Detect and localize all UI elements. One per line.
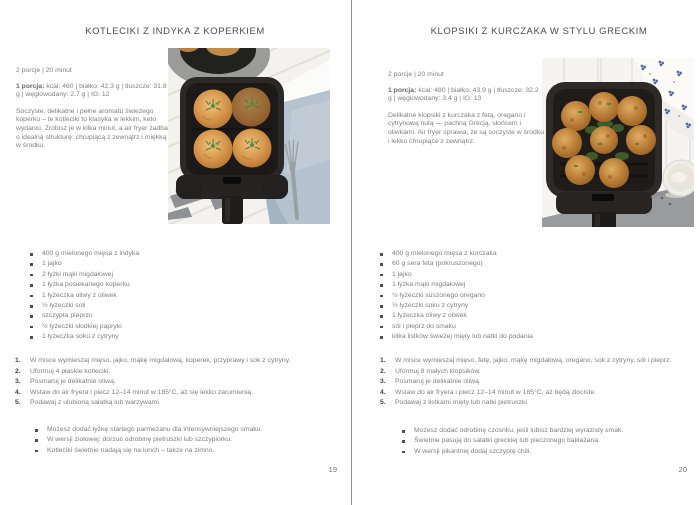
page-right [352,0,700,505]
tips-list [402,426,692,457]
tip-item: Kotleciki świetnie nadają się na lunch – także na zimno. [35,446,337,456]
ingredient-item: 2 łyżki mąki migdałowej [30,270,330,280]
step-item: Uformuj 4 płaskie kotleciki. [30,367,111,375]
ingredient-item: 1 łyżeczka oliwy z oliwek [30,291,330,301]
recipe-title-right: KLOPSIKI Z KURCZAKA W STYLU GRECKIM [430,26,648,37]
macros-values: kcal: 460 | białko: 42.3 g | tłuszcze: 31.8 g | węglowodany: 2.7 g | IG: 12 [16,83,167,99]
macros-line [16,83,169,100]
macros-values: kcal: 480 | białko: 43.9 g | tłuszcze: 32.2 g | węglowodany: 3.4 g | IG: 13 [388,87,539,103]
tip-item: W wersji ziołowej: dorzuć odrobinę pietruszki lub szczypiorku. [35,435,337,445]
ingredient-item: 1 jajko [30,259,330,269]
air-fryer-meatballs-illustration [542,58,694,227]
steps-list [15,356,337,409]
recipe-photo-chicken-meatballs [542,58,694,227]
recipe-title-left: KOTLECIKI Z INDYKA Z KOPERKIEM [85,26,265,37]
ingredient-item: szczypta pieprzu [30,311,330,321]
ingredient-item: 400 g mielonego mięsa z indyka [30,249,330,259]
tip-item: Możesz dodać odrobinę czosnku, jeśli lubisz bardziej wyrazisty smak. [402,426,692,436]
steps-list [380,356,692,409]
ingredient-item: 1 łyżka mąki migdałowej [380,280,685,290]
step-item: Wstaw do air fryera i piecz 12–14 minut w 185°C, aż się lekko zarumienią. [30,388,253,396]
step-item: Posmaruj je delikatnie oliwą. [30,378,116,385]
tip-item: Możesz dodać łyżkę startego parmezanu dla intensywniejszego smaku. [35,425,337,435]
macros-label: 1 porcja: [16,83,45,90]
step-item: W misce wymieszaj mięso, fetę, jajko, mąkę migdałową, oregano, sok z cytryny, sól i pieprz. [395,357,672,364]
ingredient-item: sól i pieprz do smaku [380,322,685,332]
page-number-right: 20 [678,465,687,474]
recipe-meta-left [16,67,169,151]
air-fryer-patties-illustration [168,48,330,224]
step-item: W misce wymieszaj mięso, jajko, mąkę migdałową, koperek, przyprawy i sok z cytryny. [30,357,291,364]
ingredient-item: 400 g mielonego mięsa z kurczaka [380,249,685,259]
page-number-left: 19 [328,465,337,474]
ingredient-item: kilka listków świeżej mięty lub natki do podania [380,332,685,342]
ingredient-item: 1 łyżeczka oliwy z oliwek [380,311,685,321]
servings-time: 2 porcje | 20 minut [388,71,444,78]
macros-line [388,87,544,104]
ingredient-item: 1 jajko [380,270,685,280]
step-item: Posmaruj je delikatnie oliwą. [395,378,481,385]
step-item: Podawaj z ulubioną sałatką lub warzywami. [30,399,161,406]
ingredient-item: 1 łyżeczka soku z cytryny [30,332,330,342]
step-item: Podawaj z listkami mięty lub natki pietruszki. [395,399,529,406]
ingredients-list [30,249,330,343]
ingredient-item: 1 łyżka posiekanego koperku [30,280,330,290]
step-item: Uformuj 8 małych klopsików. [395,367,481,375]
ingredient-item: 60 g sera feta (pokruszonego) [380,259,685,269]
ingredients-list [380,249,685,343]
recipe-meta-right [388,71,544,146]
step-item: Wstaw do air fryera i piecz 12–14 minut w 185°C, aż będą złociste. [395,388,597,396]
tips-list [35,425,337,456]
servings-time: 2 porcje | 20 minut [16,67,72,74]
recipe-photo-turkey-patties [168,48,330,224]
ingredient-item: ½ łyżeczki suszonego oregano [380,291,685,301]
ingredient-item: ½ łyżeczki soku z cytryny [380,301,685,311]
recipe-description: Soczyste, delikatne i pełne aromatu świeżego koperku – te kotleciki to klasyka w lekkim, keto wydaniu. Zrobisz je w kilka minut, a air fryer zadba o idealną strukturę: chrupiącą z zewnątrz i miękką w środku. [16,107,168,150]
recipe-description: Delikatne klopsiki z kurczaka z fetą, oregano i cytrynową nutą — pachną Grecją, słońcem i oliwkami. Air fryer sprawia, że są soczyste w środku i lekko chrupiące z zewnątrz. [388,111,544,145]
macros-label: 1 porcja: [388,87,417,94]
tip-item: Świetnie pasują do sałatki greckiej lub pieczonego bakłażana. [402,436,692,446]
air-fryer-basket [180,77,284,181]
ingredient-item: ½ łyżeczki słodkiej papryki [30,322,330,332]
ingredient-item: ½ łyżeczki soli [30,301,330,311]
tip-item: W wersji pikantnej dodaj szczyptę chili. [402,447,692,457]
